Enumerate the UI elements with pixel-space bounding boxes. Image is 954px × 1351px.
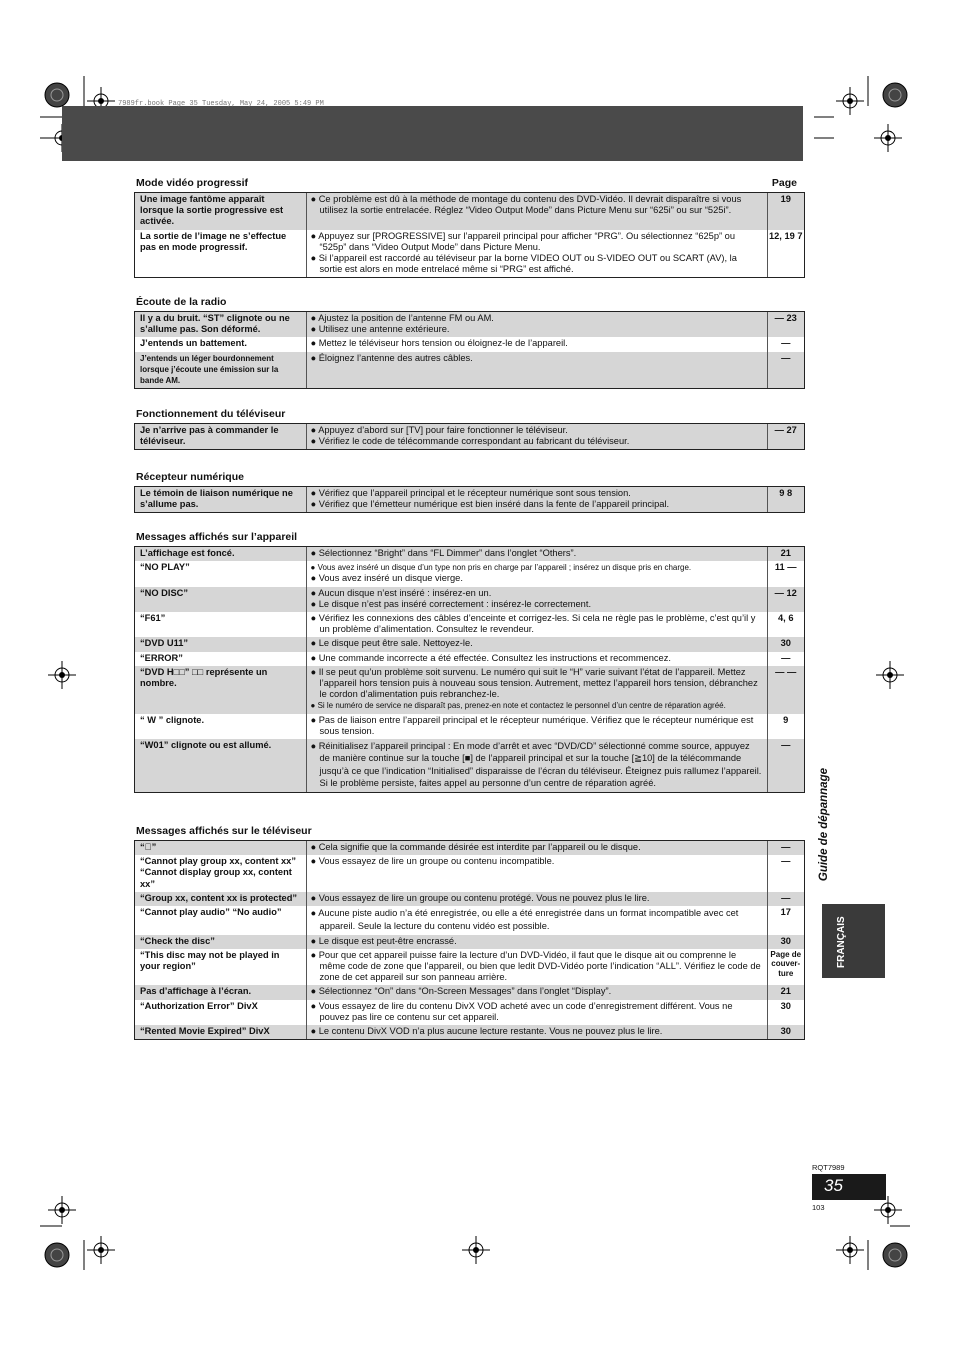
remedy-cell [306,652,767,666]
remedy-item: ● Pour que cet appareil puisse faire la lecture d’un DVD-Vidéo, il faut que le disque ait ou comprenne le même code de zone que l’appareil, ou bien que ledit DVD-Vidéo porte l’indication “ALL”. Vérifiez le code de zone de cet appareil sur son panneau arrière. [310,949,761,983]
remedy-cell [306,637,767,651]
symptom-cell: “ W ” clignote. [135,714,306,739]
remedy-item: ● Vérifiez les connexions des câbles d’enceinte et corrigez-les. Si cela ne règle pas le problème, c’est qu’il y un problème d’alimentation. Consultez le revendeur. [310,613,756,635]
remedy-cell [306,1025,767,1039]
side-section-title: Guide de dépannage [818,768,830,882]
page-ref: 12, 19 7 [767,230,804,278]
table-row [135,312,804,337]
remedy-cell [306,487,767,512]
remedy-item: ● Aucune piste audio n’a été enregistrée, ou elle a été enregistrée dans un format incompatible avec cet appareil. Seule la lecture du contenu vidéo est possible. [310,908,739,931]
book-stamp: 7989fr.book Page 35 Tuesday, May 24, 2005 5:49 PM [118,100,324,108]
remedy-item: ● Vous avez inséré un disque d’un type non pris en charge par l’appareil ; insérez un disque pris en charge. [310,563,692,573]
remedy-item: ● Aucun disque n’est inséré : insérez-en un. [310,587,492,598]
remedy-item: ● Si l’appareil est raccordé au téléviseur par la borne VIDEO OUT ou S-VIDEO OUT ou SCART (AV), la sortie est alors en mode entrelacé même si “PRG” est affiché. [310,253,737,275]
symptom-cell: “Cannot play group xx, content xx” “Cannot display group xx, content xx” [135,855,306,892]
table-row [135,1000,804,1025]
table-row [135,230,804,278]
remedy-cell [306,841,767,855]
symptom-cell: “ERROR” [135,652,306,666]
page-ref: — — [767,666,804,714]
page-ref: — [767,892,804,906]
symptom-cell: La sortie de l’image ne s’effectue pas en mode progressif. [135,230,306,278]
page-ref: 9 [767,714,804,739]
table-row [135,841,804,855]
table-row [135,547,804,561]
table-tv [135,424,804,449]
remedy-item: ● Vérifiez le code de télécommande correspondant au fabricant du téléviseur. [310,436,630,447]
remedy-item: ● Ajustez la position de l’antenne FM ou AM. [310,313,494,323]
page-ref: 21 [767,547,804,561]
remedy-item: ● Si le numéro de service ne disparaît pas, prenez-en note et contactez le personnel d’un centre de réparation agréé. [310,701,726,711]
section-title-unit-messages: Messages affichés sur l’appareil [136,531,298,543]
remedy-cell [306,892,767,906]
remedy-cell [306,714,767,739]
section-title-radio: Écoute de la radio [136,296,227,308]
remedy-item: ● Vous essayez de lire du contenu DivX VOD acheté avec un code d’enregistrement différent. Vous ne pouvez pas lire ce contenu sur cet appareil. [310,1000,733,1022]
remedy-cell [306,230,767,278]
remedy-item: ● Vous essayez de lire un groupe ou contenu protégé. Vous ne pouvez plus le lire. [310,893,650,904]
table-radio [135,312,804,388]
table-row [135,935,804,949]
remedy-cell [306,312,767,337]
page-ref: — 12 [767,587,804,612]
remedy-item: ● Ce problème est dû à la méthode de montage du contenu des DVD-Vidéo. Il devrait disparaître si vous utilisez la sortie entrelacée. Réglez “Video Output Mode” dans Picture Menu sur “625i” ou sur “525i”. [310,194,742,216]
page-ref: — [767,739,804,792]
symptom-cell: Le témoin de liaison numérique ne s’allume pas. [135,487,306,512]
model-code: RQT7989 [812,1163,845,1172]
remedy-cell [306,587,767,612]
remedy-item: ● Le disque est peut-être encrassé. [310,935,457,946]
page-ref: 9 8 [767,487,804,512]
symptom-cell: Il y a du bruit. “ST” clignote ou ne s’allume pas. Son déformé. [135,312,306,337]
symptom-cell: Je n’arrive pas à commander le téléviseur. [135,424,306,449]
page-ref: 30 [767,1025,804,1039]
symptom-cell: “Cannot play audio” “No audio” [135,906,306,934]
table-row [135,892,804,906]
symptom-cell: “NO DISC” [135,587,306,612]
section-title-tv: Fonctionnement du téléviseur [136,408,286,420]
table-row [135,612,804,637]
remedy-cell [306,1000,767,1025]
table-row [135,637,804,651]
remedy-item: ● Appuyez sur [PROGRESSIVE] sur l’appareil principal pour afficher “PRG”. Ou sélectionnez “625p” ou “525p” dans “Video Output Mode” dans Picture Menu. [310,230,736,252]
remedy-item: ● Le disque n’est pas inséré correctement : insérez-le correctement. [310,598,592,609]
remedy-item: ● Sélectionnez “On” dans “On-Screen Messages” dans l’onglet “Display”. [310,986,612,997]
table-tv-messages [135,841,804,1039]
section-title-receiver: Récepteur numérique [136,471,244,483]
remedy-cell [306,985,767,999]
remedy-cell [306,906,767,934]
page-ref: — [767,855,804,892]
remedy-item: ● Sélectionnez “Bright” dans “FL Dimmer” dans l’onglet “Others”. [310,548,577,558]
remedy-item: ● Mettez le téléviseur hors tension ou éloignez-le de l’appareil. [310,338,568,349]
page-ref: 30 [767,1000,804,1025]
remedy-cell [306,935,767,949]
symptom-cell: “⃠” [135,841,306,855]
page-ref: — [767,841,804,855]
symptom-cell: “Group xx, content xx is protected” [135,892,306,906]
symptom-cell: “DVD H□□” □□ représente un nombre. [135,666,306,714]
table-row [135,561,804,586]
remedy-cell [306,855,767,892]
table-receiver [135,487,804,512]
symptom-cell: Pas d’affichage à l’écran. [135,985,306,999]
table-row [135,587,804,612]
remedy-item: ● Appuyez d’abord sur [TV] pour faire fonctionner le téléviseur. [310,425,568,435]
remedy-cell [306,666,767,714]
page-ref: Page de couver-ture [767,949,804,986]
table-unit-messages [135,547,804,792]
table-row [135,487,804,512]
symptom-cell: “Rented Movie Expired” DivX [135,1025,306,1039]
page-ref: — [767,352,804,389]
table-row [135,337,804,351]
page-column-label: Page [771,177,797,189]
sub-page-number: 103 [812,1203,825,1212]
symptom-cell: “F61” [135,612,306,637]
page-ref: — [767,337,804,351]
table-row [135,855,804,892]
symptom-cell: “Check the disc” [135,935,306,949]
page-ref: 21 [767,985,804,999]
remedy-cell [306,337,767,351]
remedy-cell [306,424,767,449]
symptom-cell: “Authorization Error” DivX [135,1000,306,1025]
remedy-cell [306,739,767,792]
remedy-item: ● Le contenu DivX VOD n’a plus aucune lecture restante. Vous ne pouvez plus le lire. [310,1026,663,1037]
remedy-item: ● Éloignez l’antenne des autres câbles. [310,352,473,363]
remedy-cell [306,547,767,561]
page-ref: — 27 [767,424,804,449]
table-row [135,739,804,792]
remedy-item: ● Cela signifie que la commande désirée est interdite par l’appareil ou le disque. [310,842,641,852]
section-title-tv-messages: Messages affichés sur le téléviseur [136,825,312,837]
page-ref: 4, 6 [767,612,804,637]
symptom-cell: “W01” clignote ou est allumé. [135,739,306,792]
page-ref: — [767,652,804,666]
symptom-cell: “NO PLAY” [135,561,306,586]
table-row [135,652,804,666]
table-row [135,906,804,934]
table-row [135,424,804,449]
table-row [135,352,804,389]
page-ref: 30 [767,637,804,651]
symptom-cell: J’entends un battement. [135,337,306,351]
remedy-item: ● Vous essayez de lire un groupe ou contenu incompatible. [310,856,555,867]
remedy-item: ● Pas de liaison entre l’appareil principal et le récepteur numérique. Vérifiez que le récepteur numérique est sous tension. [310,714,754,736]
remedy-item: ● Il se peut qu’un problème soit survenu. Le numéro qui suit le “H” varie suivant l’état de l’appareil. Mettez l’appareil hors tension puis à nouveau sous tension. Autrement, mettez l’appareil hors tension, débranchez le cordon d’alimentation puis rebranchez-le. [310,666,758,700]
page-ref: — 23 [767,312,804,337]
page-ref: 11 — [767,561,804,586]
table-row [135,985,804,999]
remedy-cell [306,352,767,389]
table-row [135,666,804,714]
page-number-box [812,1174,886,1200]
page-ref: 19 [767,193,804,230]
table-row [135,1025,804,1039]
remedy-item: ● Utilisez une antenne extérieure. [310,324,450,335]
symptom-cell: L’affichage est foncé. [135,547,306,561]
page-ref: 17 [767,906,804,934]
symptom-cell: “DVD U11” [135,637,306,651]
page-ref: 30 [767,935,804,949]
remedy-cell [306,949,767,986]
section-title-progressive: Mode vidéo progressif [136,177,249,189]
table-progressive [135,193,804,277]
remedy-item: ● Vérifiez que l’émetteur numérique est bien inséré dans la fente de l’appareil principal. [310,499,670,510]
page-number: 35 [824,1176,843,1195]
symptom-cell: J’entends un léger bourdonnement lorsque j’écoute une émission sur la bande AM. [135,352,306,389]
remedy-cell [306,612,767,637]
table-row [135,949,804,986]
table-row [135,714,804,739]
symptom-cell: “This disc may not be played in your region” [135,949,306,986]
language-tab: FRANÇAIS [822,904,885,978]
remedy-item: ● Une commande incorrecte a été effectée. Consultez les instructions et recommencez. [310,652,671,663]
symptom-cell: Une image fantôme apparaît lorsque la sortie progressive est activée. [135,193,306,230]
remedy-item: ● Réinitialisez l’appareil principal : En mode d’arrêt et avec “DVD/CD” sélectionné comme source, appuyez de manière continue sur la touche [■] de l’appareil principal et sur la touche [≧10] de la télécommande jusqu’à ce que l’indication “Initialised” disparaisse de l’écran du téléviseur. Éteignez puis rallumez l’appareil. Si le problème persiste, faites appel au personne d’un centre de réparation agréé. [310,741,762,789]
header-bar [62,106,803,161]
remedy-item: ● Vous avez inséré un disque vierge. [310,573,463,584]
table-row [135,193,804,230]
remedy-cell [306,561,767,586]
remedy-cell [306,193,767,230]
remedy-item: ● Le disque peut être sale. Nettoyez-le. [310,638,473,649]
remedy-item: ● Vérifiez que l’appareil principal et le récepteur numérique sont sous tension. [310,488,631,498]
